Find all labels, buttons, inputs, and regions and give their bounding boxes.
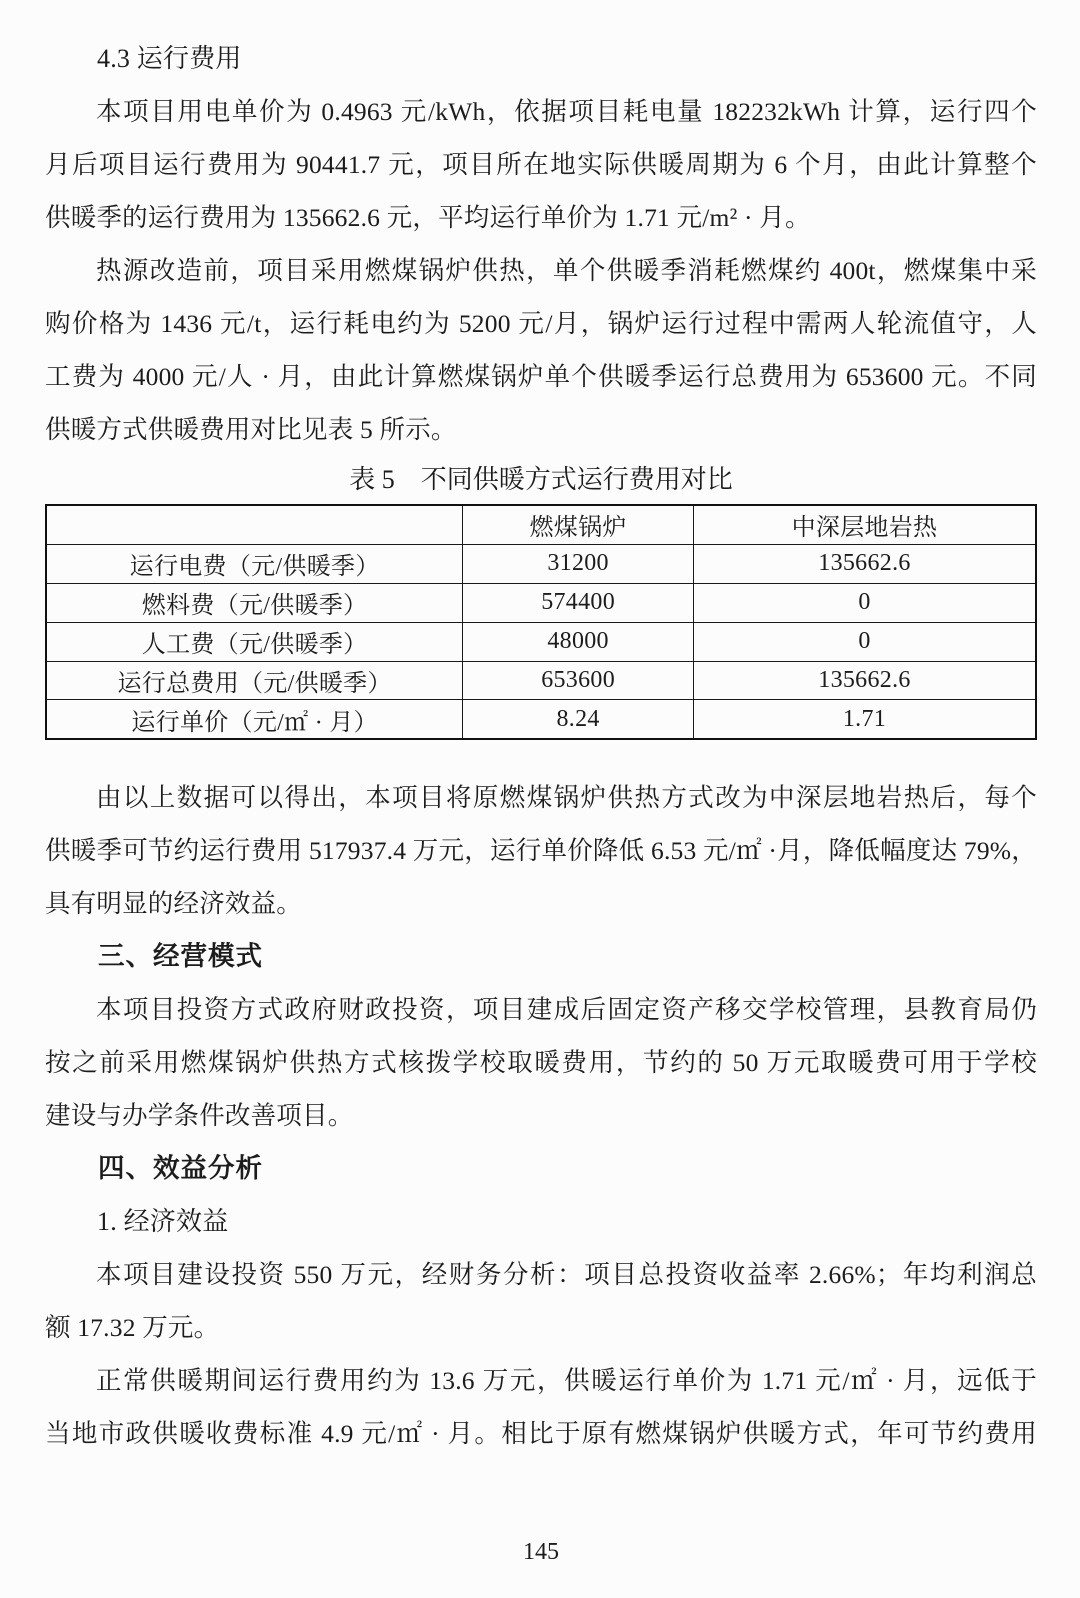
paragraph-2-line-2: 购价格为 1436 元/t，运行耗电约为 5200 元/月，锅炉运行过程中需两人轮流值守，人 bbox=[45, 309, 1037, 338]
cell-total-coal: 653600 bbox=[463, 661, 694, 700]
table-header-empty-cell bbox=[46, 505, 463, 544]
paragraph-5-line-1: 本项目建设投资 550 万元，经财务分析：项目总投资收益率 2.66%；年均利润总 bbox=[96, 1260, 1037, 1290]
paragraph-1-line-3: 供暖季的运行费用为 135662.6 元，平均运行单价为 1.71 元/m² · 月。 bbox=[45, 203, 811, 232]
row-label-labor: 人工费（元/供暖季） bbox=[46, 622, 463, 661]
table-row bbox=[46, 700, 1036, 739]
paragraph-6-line-1: 正常供暖期间运行费用约为 13.6 万元，供暖运行单价为 1.71 元/㎡ · 月，远低于 bbox=[96, 1366, 1037, 1396]
cell-fuel-geo: 0 bbox=[693, 583, 1036, 622]
table-caption: 表 5 不同供暖方式运行费用对比 bbox=[349, 465, 733, 494]
paragraph-2-line-1: 热源改造前，项目采用燃煤锅炉供热，单个供暖季消耗燃煤约 400t，燃煤集中采 bbox=[96, 256, 1037, 285]
cell-electricity-geo: 135662.6 bbox=[693, 544, 1036, 583]
heating-cost-comparison-table bbox=[45, 504, 1037, 740]
paragraph-5-line-2: 额 17.32 万元。 bbox=[45, 1313, 220, 1343]
table-header-geothermal: 中深层地岩热 bbox=[693, 505, 1036, 544]
paragraph-2-line-3: 工费为 4000 元/人 · 月，由此计算燃煤锅炉单个供暖季运行总费用为 653600 元。不同 bbox=[45, 362, 1037, 391]
row-label-total: 运行总费用（元/供暖季） bbox=[46, 661, 463, 700]
cell-unit-price-coal: 8.24 bbox=[463, 700, 694, 739]
section-heading-4-3: 4.3 运行费用 bbox=[97, 44, 242, 73]
paragraph-3-line-1: 由以上数据可以得出，本项目将原燃煤锅炉供热方式改为中深层地岩热后，每个 bbox=[96, 783, 1037, 813]
paragraph-1-line-1: 本项目用电单价为 0.4963 元/kWh，依据项目耗电量 182232kWh 计算，运行四个 bbox=[96, 97, 1037, 126]
paragraph-3-line-2: 供暖季可节约运行费用 517937.4 万元，运行单价降低 6.53 元/㎡ ·月，降低幅度达 79%， bbox=[45, 836, 1037, 866]
paragraph-4-line-3: 建设与办学条件改善项目。 bbox=[45, 1101, 354, 1131]
section-heading-benefit-analysis: 四、效益分析 bbox=[98, 1153, 263, 1184]
page-number: 145 bbox=[523, 1539, 559, 1566]
table-header-coal-boiler: 燃煤锅炉 bbox=[463, 505, 694, 544]
paragraph-3-line-3: 具有明显的经济效益。 bbox=[45, 889, 303, 919]
subsection-heading-economic-benefit: 1. 经济效益 bbox=[97, 1207, 229, 1237]
section-heading-business-model: 三、经营模式 bbox=[98, 941, 263, 972]
paragraph-4-line-2: 按之前采用燃煤锅炉供热方式核拨学校取暖费用，节约的 50 万元取暖费可用于学校 bbox=[45, 1048, 1037, 1078]
document-body bbox=[45, 32, 1037, 1579]
cell-unit-price-geo: 1.71 bbox=[693, 700, 1036, 739]
row-label-unit-price: 运行单价（元/㎡ · 月） bbox=[46, 700, 463, 739]
cell-fuel-coal: 574400 bbox=[463, 583, 694, 622]
cell-labor-coal: 48000 bbox=[463, 622, 694, 661]
table-header-row bbox=[46, 505, 1036, 544]
paragraph-6-line-2: 当地市政供暖收费标准 4.9 元/㎡ · 月。相比于原有燃煤锅炉供暖方式，年可节约费用 bbox=[45, 1419, 1037, 1449]
paragraph-1-line-2: 月后项目运行费用为 90441.7 元，项目所在地实际供暖周期为 6 个月，由此计算整个 bbox=[45, 150, 1037, 179]
table-row bbox=[46, 661, 1036, 700]
cell-labor-geo: 0 bbox=[693, 622, 1036, 661]
cell-electricity-coal: 31200 bbox=[463, 544, 694, 583]
cell-total-geo: 135662.6 bbox=[693, 661, 1036, 700]
table-row bbox=[46, 622, 1036, 661]
table-row bbox=[46, 544, 1036, 583]
table-row bbox=[46, 583, 1036, 622]
paragraph-2-line-4: 供暖方式供暖费用对比见表 5 所示。 bbox=[45, 415, 457, 444]
paragraph-4-line-1: 本项目投资方式政府财政投资，项目建成后固定资产移交学校管理，县教育局仍 bbox=[96, 995, 1037, 1025]
row-label-fuel: 燃料费（元/供暖季） bbox=[46, 583, 463, 622]
post-table-section bbox=[45, 771, 1037, 1579]
row-label-electricity: 运行电费（元/供暖季） bbox=[46, 544, 463, 583]
